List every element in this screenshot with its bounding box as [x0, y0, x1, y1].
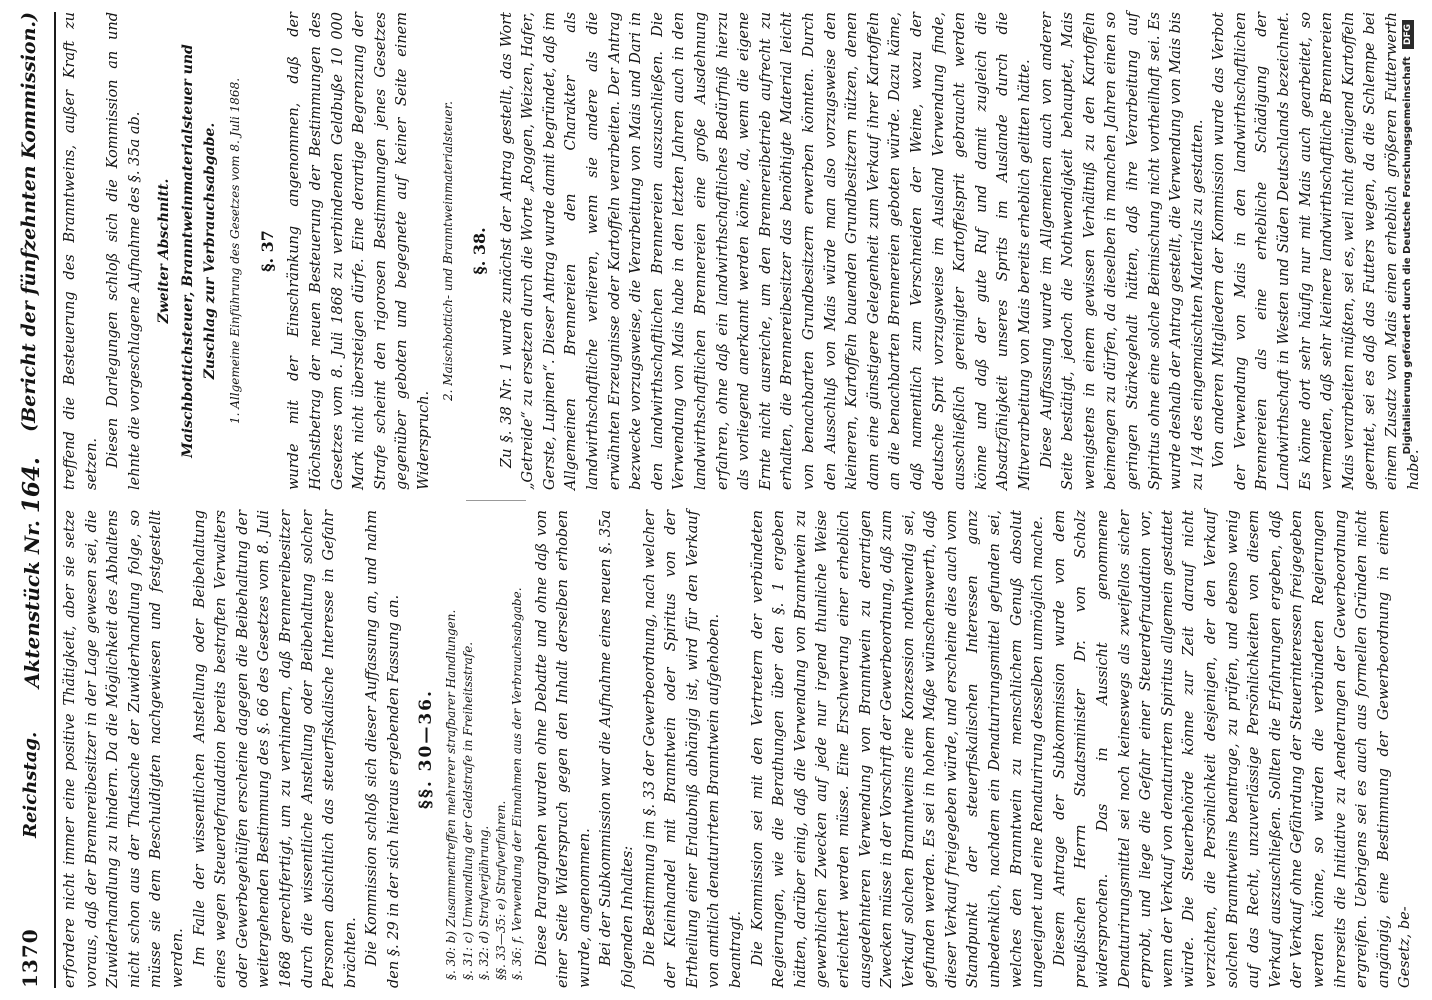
- paragraph: Diese Paragraphen wurden ohne Debatte und ohne daß von einer Seite Widerspruch gegen den Inhalt derselben erhoben wurde, angenommen.: [533, 510, 593, 988]
- header-prefix: Aktenstück Nr.: [20, 520, 44, 688]
- paragraph: Die Kommission sei mit den Vertretern der verbündeten Regierungen, wie die Berathungen über den §. 1 ergeben hätten, darüber einig, daß die Verwendung von Branntwein zu gewerblichen Zwecken auf jede nur irgend thunliche Weise erleichtert werden müsse. Eine Erschwerung einer erheblich ausgedehnteren Verwendung von Branntwein zu derartigen Zwecken müsse in der Vorschrift der Gewerbeordnung, daß zum Verkauf solchen Branntweins eine Konzession nothwendig sei, gefunden werden. Es sei in hohem Maße wünschenswerth, daß dieser Verkauf freigegeben würde, und erscheine dies auch vom Standpunkt der steuerfiskalischen Interessen ganz unbedenklich, nachdem ein Denaturirungsmittel gefunden sei, welches den Branntwein zu menschlichem Genuß absolut ungeeignet und eine Renaturirung desselben unmöglich mache.: [749, 510, 1047, 988]
- paragraph: wurde mit der Einschränkung angenommen, daß der Höchstbetrag der neuen Besteuerung der Bestimmungen des Gesetzes vom 8. Juli 1868 zu verbindenden Geldbuße 10 000 Mark nicht übersteigen dürfe. Eine derartige Begrenzung der Strafe scheint den rigorosen Bestimmungen jenes Gesetzes gegenüber geboten und begegnete auf keiner Seite einem Widerspruch.: [286, 12, 432, 490]
- subsection-heading: 2. Maischbottich- und Branntweinmaterialsteuer.: [440, 101, 455, 401]
- section-heading: §§. 30—36.: [415, 689, 436, 809]
- paragraph: Bei der Subkommission war die Aufnahme eines neuen §. 35a folgenden Inhaltes:: [598, 510, 636, 988]
- section-heading: §. 37: [257, 230, 277, 272]
- list-item: §. 31: c) Umwandlung der Geldstrafe in Freiheitsstrafe.: [460, 641, 475, 980]
- list-item: §. 36: f. Verwendung der Einnahmen aus der Verbrauchsabgabe.: [510, 587, 525, 980]
- paragraph: treffend die Besteuerung des Branntweins, außer Kraft zu setzen.: [62, 12, 100, 490]
- header-number: 164.: [18, 457, 45, 514]
- paragraph: erfordere nicht immer eine positive Thätigkeit, aber sie setze voraus, daß der Brennereibesitzer in der Lage gewesen sei, die Zuwiderhandlung zu hindern. Da die Möglichkeit des Abhaltens nicht schon aus der Thatsache der Zuwiderhandlung folge, so müsse sie dem Beschuldigten nachgewiesen und festgestellt werden.: [62, 510, 186, 988]
- subsection-heading: 1. Allgemeine Einführung des Gesetzes vom 8. Juli 1868.: [228, 77, 243, 425]
- section-list: [443, 510, 526, 980]
- dfg-logo: DFG: [1402, 20, 1414, 49]
- paragraph: Die Kommission schloß sich dieser Auffassung an, und nahm den §. 29 in der sich hieraus ergebenden Fassung an.: [364, 510, 402, 988]
- paragraph: Diesen Darlegungen schloß sich die Kommission an und lehnte die vorgeschlagene Aufnahme des §. 35a ab.: [105, 12, 143, 490]
- paragraph: Diese Auffassung wurde im Allgemeinen auch von anderer Seite bestätigt, jedoch die Nothwendigkeit behauptet, Mais wenigstens in einem gewissen Verhältniß zu den Kartoffeln beimengen zu dürfen, da dieselben in manchen Jahren einen so geringen Stärkegehalt hätten, daß ihre Verarbeitung auf Spiritus ohne eine solche Beimischung nicht vortheilhaft sei. Es wurde deshalb der Antrag gestellt, die Verwendung von Mais bis zu 1/4 des eingemaischten Materials zu gestatten.: [1038, 12, 1206, 490]
- header-document-number: [18, 457, 45, 688]
- paragraph: Diesem Antrage der Subkommission wurde von dem preußischen Herrn Staatsminister Dr. von Scholz widersprochen. Das in Aussicht genommene Denaturirungsmittel sei noch keineswegs als zweifellos sicher erprobt, und liege die Gefahr einer Steuerdefraudation vor, wenn der Verkauf von denaturirtem Spiritus allgemein gestattet würde. Die Steuerbehörde könne zur Zeit darauf nicht verzichten, die Persönlichkeit desjenigen, der den Verkauf solchen Branntweins beantrage, zu prüfen, und ebenso wenig auf das Recht, unzuverlässige Persönlichkeiten von diesem Verkauf auszuschließen. Sollten die Erfahrungen ergeben, daß der Verkauf ohne Gefährdung der Steuerinteressen freigegeben werden könne, so würden die verbündeten Regierungen ihrerseits die Initiative zu Aenderungen der Gewerbeordnung ergreifen. Uebrigens sei es auch aus formellen Gründen nicht angängig, eine Bestimmung der Gewerbeordnung in einem Gesetz, be-: [1051, 510, 1414, 988]
- paragraph: Zu §. 38 Nr. 1 wurde zunächst der Antrag gestellt, das Wort „Getreide“ zu ersetzen durch die Worte „Roggen, Weizen, Hafer, Gerste, Lupinen“. Dieser Antrag wurde damit begründet, daß im Allgemeinen Brennereien den Charakter als landwirthschaftliche verlieren, wenn sie andere als die erwähnten Erzeugnisse oder Kartoffeln verarbeiten. Der Antrag bezwecke vorzugsweise, die Verarbeitung von Mais und Dari in den landwirthschaftlichen Brennereien auszuschließen. Die Verwendung von Mais habe in den letzten Jahren auch in den landwirthschaftlichen Brennereien eine große Ausdehnung erfahren, ohne daß ein landwirthschaftliches Bedürfniß hierzu als vorliegend anerkannt werden könne, da, wenn die eigene Ernte nicht ausreiche, um den Brennereibetrieb aufrecht zu erhalten, die Brennereibesitzer das benöthigte Material leicht von benachbarten Grundbesitzern erwerben könnten. Durch den Ausschluß von Mais würde man also vorzugsweise den kleineren, Kartoffeln bauenden Grundbesitzern nützen, denen dann eine günstigere Gelegenheit zum Verkauf ihrer Kartoffeln an die benachbarten Brennereien geboten würde. Dazu käme, daß namentlich zum Verschneiden der Weine, wozu der deutsche Sprit vorzugsweise im Ausland Verwendung finde, ausschließlich gereinigter Kartoffelsprit gebraucht werden könne und daß der gute Ruf und damit zugleich die Absatzfähigkeit unseres Sprits im Auslande durch die Mitverarbeitung von Mais bereits erheblich gelitten hätte.: [498, 12, 1033, 490]
- left-column: [60, 510, 1414, 988]
- column-divider: [466, 500, 526, 501]
- list-item: §§. 33—35: e) Strafverfahren.: [493, 800, 508, 980]
- section-heading: §. 38.: [470, 227, 490, 275]
- list-item: §. 32: d) Strafverjährung.: [477, 825, 492, 980]
- paragraph: beantragt.: [727, 911, 744, 988]
- chapter-title: Maischbottichsteuer, Branntweinmaterialsteuer und Zuschlag zur Verbrauchsabgabe.: [179, 44, 218, 458]
- header-left: Reichstag.: [20, 731, 41, 838]
- paragraph: Die Bestimmung im §. 33 der Gewerbeordnung, nach welcher der Kleinhandel mit Branntwein oder Spiritus von der Ertheilung einer Erlaubniß abhängig ist, wird für den Verkauf von amtlich denaturirtem Branntwein aufgehoben.: [641, 510, 723, 988]
- paragraph: Im Falle der wissentlichen Anstellung oder Beibehaltung eines wegen Steuerdefraudation bereits bestraften Verwalters oder Gewerbegehülfen erscheine dagegen die Beibehaltung der weitergehenden Bestimmung des §. 66 des Gesetzes vom 8. Juli 1868 gerechtfertigt, um zu verhindern, daß Brennereibesitzer durch die wissentliche Anstellung oder Beibehaltung solcher Personen absichtlich das steuerfiskalische Interesse in Gefahr brächten.: [191, 510, 359, 988]
- page-number: 1370: [18, 928, 42, 988]
- page-header: [8, 12, 56, 988]
- chapter-heading: Zweiter Abschnitt.: [156, 178, 173, 324]
- digitization-credit: [1402, 20, 1422, 980]
- credit-text: Digitalisierung gefördert durch die Deutsche Forschungsgemeinschaft: [1402, 56, 1413, 455]
- list-item: §. 30: b) Zusammentreffen mehrerer strafbarer Handlungen.: [444, 609, 459, 980]
- paragraph: Von anderen Mitgliedern der Kommission wurde das Verbot der Verwendung von Mais in den landwirthschaftlichen Brennereien als eine erhebliche Schädigung der Landwirthschaft in Westen und Süden Deutschlands bezeichnet. Es könne dort sehr häufig nur mit Mais auch gearbeitet, so vermeiden, daß sehr kleinere landwirthschaftliche Brennereien Mais verarbeiten müßten, sei es, weil nicht genügend Kartoffeln geerntet, sei es daß das Futters wegen, da die Schlempe bei einem Zusatz von Mais einen erheblich größeren Futterwerth habe.: [1211, 12, 1422, 490]
- header-right: (Bericht der fünfzehnten Kommission.): [18, 12, 40, 432]
